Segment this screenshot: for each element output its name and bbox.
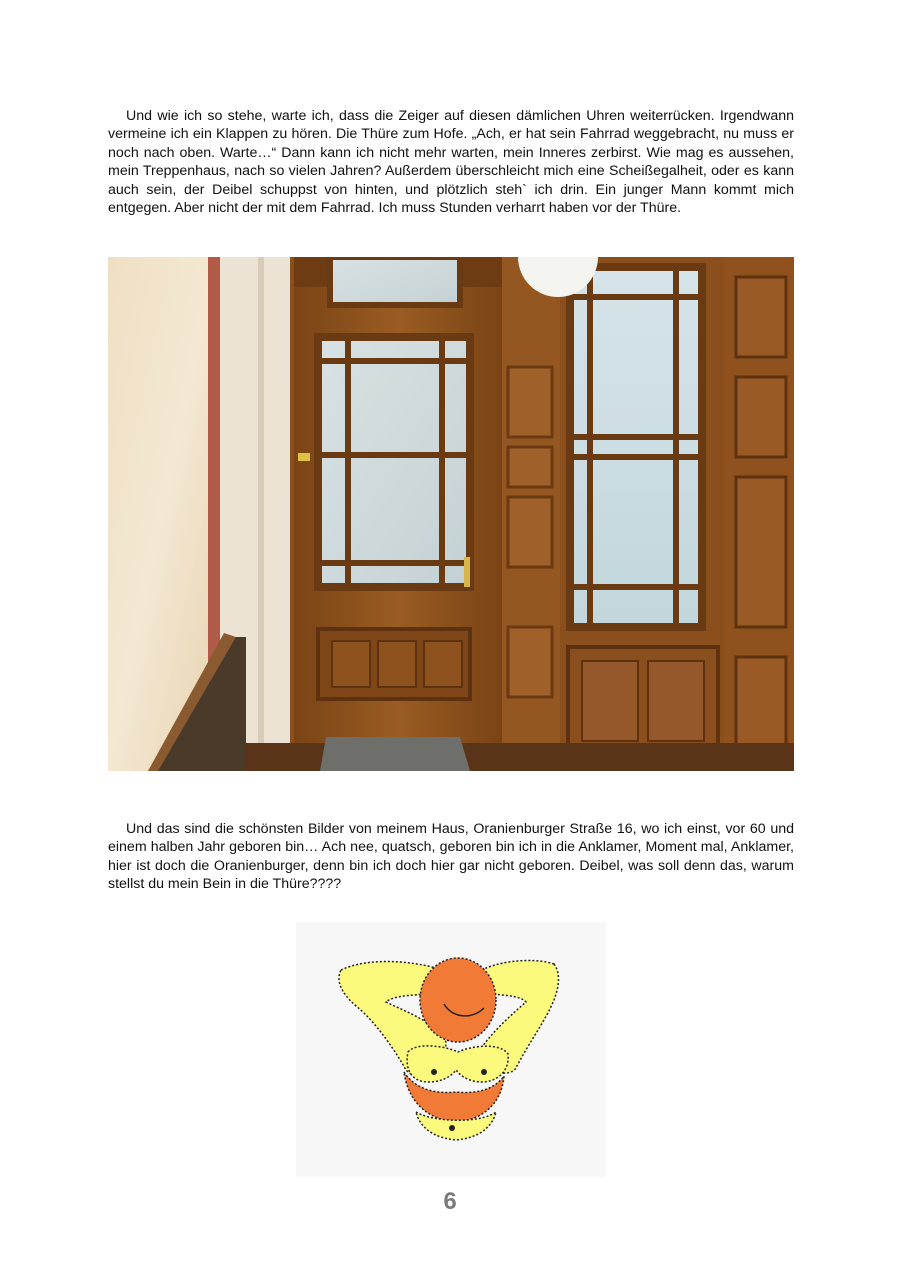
paragraph-house: Und das sind die schönsten Bilder von meinem Haus, Oranienburger Straße 16, wo ich einst, vor 60 und einem halben Jahr geboren bin… Ach nee, quatsch, geboren bin ich in die Anklamer, Moment mal, Anklamer, hier ist doch die Oranienburger, denn bin ich doch hier gar nicht geboren. Deibel, was soll denn das, warum stellst du mein Bein in die Thüre????	[108, 821, 794, 893]
page-number: 6	[443, 1188, 457, 1215]
cartoon-figure-drawing	[296, 922, 606, 1177]
stairwell-photo	[108, 257, 794, 771]
paragraph-intro: Und wie ich so stehe, warte ich, dass die Zeiger auf diesen dämlichen Uhren weiterrücken. Irgendwann vermeine ich ein Klappen zu hören. Die Thüre zum Hofe. „Ach, er hat sein Fahrrad weggebracht, nu muss er noch nach oben. Warte…“ Dann kann ich nicht mehr warten, mein Inneres zerbirst. Wie mag es aussehen, mein Treppenhaus, nach so vielen Jahren? Außerdem überschleicht mich eine Scheißegalheit, oder es kann auch sein, der Deibel schuppst von hinten, und plötzlich steh` ich drin. Ein junger Mann kommt mich entgegen. Aber nicht der mit dem Fahrrad. Ich muss Stunden verharrt haben vor der Thüre.	[108, 108, 794, 217]
